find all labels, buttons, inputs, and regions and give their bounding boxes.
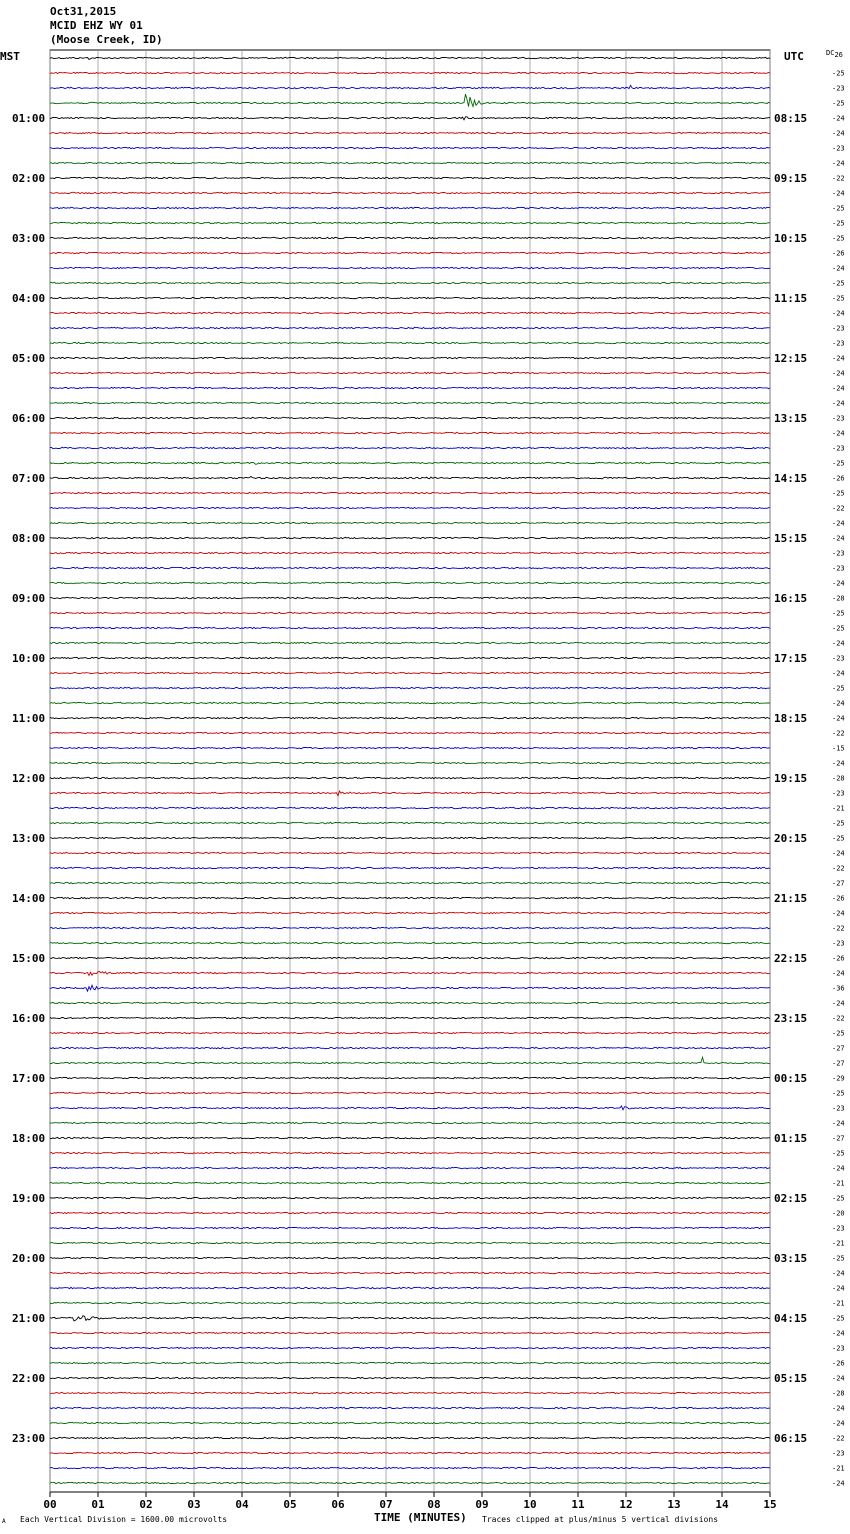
seismic-traces — [50, 57, 770, 1483]
left-hour-label: 09:00 — [12, 592, 46, 605]
right-hour-label: 02:15 — [774, 1192, 808, 1205]
dc-offset-value: -24 — [832, 519, 845, 528]
dc-offset-value: -28 — [832, 1389, 845, 1398]
trace-row — [50, 1257, 770, 1258]
dc-offset-value: -25 — [832, 459, 845, 468]
dc-offset-value: -25 — [832, 69, 845, 78]
dc-offset-value: -29 — [832, 1074, 845, 1083]
trace-row — [50, 417, 770, 418]
dc-offset-value: -23 — [832, 789, 845, 798]
dc-offset-value: -25 — [832, 624, 845, 633]
dc-offset-value: -27 — [832, 879, 845, 888]
left-hour-label: 14:00 — [12, 892, 46, 905]
trace-row — [50, 791, 770, 796]
x-tick-label: 06 — [331, 1498, 345, 1511]
dc-offset-value: -23 — [832, 1224, 845, 1233]
trace-row — [50, 1272, 770, 1273]
dc-offset-value: -24 — [832, 159, 845, 168]
left-hour-label: 08:00 — [12, 532, 46, 545]
dc-offset-value: -22 — [832, 1434, 845, 1443]
plot-frame — [50, 50, 770, 1492]
dc-offset-value: -23 — [832, 654, 845, 663]
trace-row — [50, 222, 770, 223]
dc-offset-value: -24 — [832, 999, 845, 1008]
x-tick-label: 04 — [235, 1498, 249, 1511]
right-hour-label: 17:15 — [774, 652, 808, 665]
trace-row — [50, 1452, 770, 1453]
x-tick-label: 08 — [427, 1498, 441, 1511]
left-hour-label: 03:00 — [12, 232, 46, 245]
trace-row — [50, 717, 770, 718]
dc-offset-value: -24 — [832, 579, 845, 588]
trace-row — [50, 822, 770, 823]
right-hour-label: 13:15 — [774, 412, 808, 425]
dc-offset-value: -22 — [832, 729, 845, 738]
dc-offset-value: -23 — [832, 939, 845, 948]
trace-row — [50, 732, 770, 733]
trace-row — [50, 1077, 770, 1078]
dc-offset-value: -25 — [832, 609, 845, 618]
dc-offset-value: -21 — [832, 1239, 845, 1248]
left-hour-label: 20:00 — [12, 1252, 46, 1265]
left-hour-label: 11:00 — [12, 712, 46, 725]
x-axis-title: TIME (MINUTES) — [374, 1511, 467, 1524]
right-hour-label: 10:15 — [774, 232, 808, 245]
dc-offset-value: -20 — [832, 1209, 845, 1218]
dc-offset-value: -24 — [832, 1419, 845, 1428]
dc-offset-value: -24 — [832, 969, 845, 978]
trace-row — [50, 357, 770, 358]
dc-offset-value: -25 — [832, 834, 845, 843]
trace-row — [50, 1047, 770, 1049]
trace-row — [50, 1422, 770, 1423]
dc-offset-value: -24 — [832, 1164, 845, 1173]
x-tick-label: 09 — [475, 1498, 489, 1511]
right-hour-label: 06:15 — [774, 1432, 808, 1445]
dc-offset-value: -24 — [832, 264, 845, 273]
dc-offset-value: -24 — [832, 1404, 845, 1413]
dc-offset-value: -24 — [832, 534, 845, 543]
dc-offset-value: -24 — [832, 759, 845, 768]
dc-offset-value: -26 — [832, 954, 845, 963]
left-hour-label: 22:00 — [12, 1372, 46, 1385]
trace-row — [50, 582, 770, 583]
trace-row — [50, 462, 770, 464]
trace-row — [50, 327, 770, 328]
trace-row — [50, 492, 770, 493]
dc-offset-value: -21 — [832, 804, 845, 813]
dc-offset-value: -24 — [832, 354, 845, 363]
trace-row — [50, 897, 770, 898]
trace-row — [50, 387, 770, 388]
right-hour-label: 08:15 — [774, 112, 808, 125]
trace-row — [50, 1332, 770, 1333]
trace-row — [50, 1167, 770, 1168]
trace-row — [50, 1392, 770, 1393]
dc-offset-value: -23 — [832, 549, 845, 558]
right-hour-label: 14:15 — [774, 472, 808, 485]
time-axis — [43, 1492, 776, 1511]
trace-row — [50, 117, 770, 120]
dc-offset-value: -23 — [832, 1449, 845, 1458]
left-hour-label: 16:00 — [12, 1012, 46, 1025]
right-hour-label: 03:15 — [774, 1252, 808, 1265]
left-hour-label: 05:00 — [12, 352, 46, 365]
trace-row — [50, 132, 770, 133]
dc-offset-value: -21 — [832, 1179, 845, 1188]
x-tick-label: 10 — [523, 1498, 537, 1511]
left-hour-label: 12:00 — [12, 772, 46, 785]
left-hour-label: 10:00 — [12, 652, 46, 665]
trace-row — [50, 597, 770, 598]
trace-row — [50, 1482, 770, 1483]
trace-row — [50, 972, 770, 976]
dc-offset-value: -25 — [832, 204, 845, 213]
dc-offset-value: -24 — [832, 1374, 845, 1383]
trace-row — [50, 342, 770, 343]
trace-row — [50, 1242, 770, 1243]
dc-offset-value: -22 — [832, 1014, 845, 1023]
left-hour-label: 18:00 — [12, 1132, 46, 1145]
left-hour-label: 07:00 — [12, 472, 46, 485]
right-hour-label: 18:15 — [774, 712, 808, 725]
right-hour-label: 22:15 — [774, 952, 808, 965]
trace-row — [50, 162, 770, 163]
trace-row — [50, 1302, 770, 1303]
dc-offset-value: -24 — [832, 1329, 845, 1338]
left-hour-label: 17:00 — [12, 1072, 46, 1085]
left-hour-label: 15:00 — [12, 952, 46, 965]
trace-row — [50, 1197, 770, 1198]
dc-offset-value: -21 — [832, 1464, 845, 1473]
right-hour-label: 00:15 — [774, 1072, 808, 1085]
dc-offset-value: -24 — [832, 669, 845, 678]
dc-offset-value: -23 — [832, 144, 845, 153]
dc-offset-value: -23 — [832, 444, 845, 453]
trace-row — [50, 642, 770, 643]
trace-row — [50, 1002, 770, 1003]
trace-row — [50, 957, 770, 958]
dc-offset-value: -25 — [832, 1089, 845, 1098]
x-tick-label: 15 — [763, 1498, 777, 1511]
right-hour-label: 09:15 — [774, 172, 808, 185]
x-tick-label: 07 — [379, 1498, 393, 1511]
trace-row — [50, 1227, 770, 1228]
right-hour-label: 23:15 — [774, 1012, 808, 1025]
dc-offset-value: -24 — [832, 1269, 845, 1278]
scale-note: Each Vertical Division = 1600.00 microvolts — [20, 1515, 228, 1524]
trace-row — [50, 402, 770, 403]
dc-offset-value: -24 — [832, 699, 845, 708]
dc-offset-value: -24 — [832, 639, 845, 648]
trace-row — [50, 476, 770, 479]
dc-column-label: DC26 — [826, 49, 843, 59]
trace-row — [50, 867, 770, 868]
time-gridlines — [50, 50, 770, 1492]
dc-offset-value: -22 — [832, 864, 845, 873]
trace-row — [50, 94, 770, 106]
dc-offset-value: -25 — [832, 99, 845, 108]
trace-row — [50, 85, 770, 88]
trace-row — [50, 567, 770, 568]
dc-offset-value: -24 — [832, 189, 845, 198]
dc-offset-value: -28 — [832, 774, 845, 783]
trace-row — [50, 147, 770, 148]
dc-offset-value: -24 — [832, 849, 845, 858]
trace-row — [50, 207, 770, 208]
left-hour-label: 23:00 — [12, 1432, 46, 1445]
x-tick-label: 13 — [667, 1498, 681, 1511]
dc-offset-value: -21 — [832, 1299, 845, 1308]
left-hour-label: 19:00 — [12, 1192, 46, 1205]
dc-offset-value: -23 — [832, 339, 845, 348]
trace-row — [50, 627, 770, 628]
trace-row — [50, 985, 770, 991]
x-tick-label: 03 — [187, 1498, 201, 1511]
header-station: MCID EHZ WY 01 — [50, 19, 143, 32]
left-hour-label: 06:00 — [12, 412, 46, 425]
dc-offset-value: -27 — [832, 1044, 845, 1053]
trace-row — [50, 807, 770, 809]
left-hour-label: 02:00 — [12, 172, 46, 185]
dc-offset-value: -24 — [832, 714, 845, 723]
right-hour-label: 20:15 — [774, 832, 808, 845]
dc-offset-value: -26 — [832, 1359, 845, 1368]
trace-row — [50, 1106, 770, 1110]
trace-row — [50, 1362, 770, 1363]
trace-row — [50, 1377, 770, 1378]
trace-row — [50, 1407, 770, 1408]
trace-row — [50, 1137, 770, 1138]
trace-row — [50, 1092, 770, 1093]
trace-row — [50, 267, 770, 268]
trace-row — [50, 57, 770, 59]
dc-offset-value: -25 — [832, 819, 845, 828]
dc-offset-value: -23 — [832, 1344, 845, 1353]
dc-offset-value: -25 — [832, 279, 845, 288]
trace-row — [50, 1467, 770, 1468]
trace-row — [50, 852, 770, 853]
trace-row — [50, 687, 770, 688]
dc-offset-value: -25 — [832, 684, 845, 693]
trace-row — [50, 1437, 770, 1438]
dc-offset-value: -25 — [832, 1314, 845, 1323]
right-timezone-label: UTC — [784, 50, 804, 63]
dc-offset-value: -26 — [832, 474, 845, 483]
trace-row — [50, 447, 770, 448]
header-location: (Moose Creek, ID) — [50, 33, 163, 46]
dc-offset-value: -23 — [832, 414, 845, 423]
trace-row — [50, 552, 770, 553]
dc-offset-value: -24 — [832, 429, 845, 438]
trace-row — [50, 1182, 770, 1183]
trace-row — [50, 177, 770, 178]
x-tick-label: 12 — [619, 1498, 633, 1511]
trace-row — [50, 432, 770, 433]
right-hour-label: 05:15 — [774, 1372, 808, 1385]
trace-row — [50, 1316, 770, 1321]
dc-offset-value: -24 — [832, 1479, 845, 1488]
trace-row — [50, 1212, 770, 1213]
right-hour-label: 19:15 — [774, 772, 808, 785]
trace-row — [50, 372, 770, 373]
trace-row — [50, 522, 770, 523]
x-tick-label: 00 — [43, 1498, 57, 1511]
trace-row — [50, 747, 770, 748]
trace-row — [50, 1287, 770, 1288]
trace-row — [50, 312, 770, 313]
trace-row — [50, 252, 770, 253]
trace-row — [50, 237, 770, 238]
trace-row — [50, 1152, 770, 1153]
dc-offset-value: -24 — [832, 384, 845, 393]
dc-offset-value: -15 — [832, 744, 845, 753]
right-hour-label: 12:15 — [774, 352, 808, 365]
trace-row — [50, 672, 770, 673]
dc-offset-value: -25 — [832, 219, 845, 228]
right-hour-label: 01:15 — [774, 1132, 808, 1145]
trace-row — [50, 762, 770, 763]
dc-offset-value: -36 — [832, 984, 845, 993]
trace-row — [50, 912, 770, 913]
left-hour-label: 13:00 — [12, 832, 46, 845]
left-hour-label: 04:00 — [12, 292, 46, 305]
dc-offset-value: -24 — [832, 114, 845, 123]
trace-row — [50, 927, 770, 928]
trace-row — [50, 837, 770, 838]
dc-offset-value: -24 — [832, 1284, 845, 1293]
dc-offset-value: -27 — [832, 1134, 845, 1143]
trace-row — [50, 297, 770, 298]
header-date: Oct31,2015 — [50, 5, 117, 18]
dc-offset-value: -23 — [832, 564, 845, 573]
right-hour-label: 21:15 — [774, 892, 808, 905]
dc-offset-value: -25 — [832, 1194, 845, 1203]
left-timezone-label: MST — [0, 50, 20, 63]
trace-row — [50, 942, 770, 943]
trace-row — [50, 507, 770, 508]
x-tick-label: 02 — [139, 1498, 153, 1511]
trace-row — [50, 1032, 770, 1033]
dc-offset-value: -24 — [832, 1119, 845, 1128]
trace-row — [50, 657, 770, 658]
dc-offset-value: -23 — [832, 1104, 845, 1113]
x-tick-label: 14 — [715, 1498, 729, 1511]
trace-row — [50, 1347, 770, 1348]
clip-note: Traces clipped at plus/minus 5 vertical divisions — [482, 1515, 719, 1524]
dc-offset-value: -24 — [832, 909, 845, 918]
dc-offset-value: -27 — [832, 1059, 845, 1068]
dc-offset-value: -24 — [832, 129, 845, 138]
right-hour-label: 16:15 — [774, 592, 808, 605]
dc-offset-value: -25 — [832, 234, 845, 243]
x-tick-label: 05 — [283, 1498, 297, 1511]
dc-offset-value: -22 — [832, 174, 845, 183]
trace-row — [50, 72, 770, 73]
dc-offset-value: -23 — [832, 324, 845, 333]
trace-row — [50, 537, 770, 538]
dc-offset-value: -26 — [832, 249, 845, 258]
dc-offset-value: -26 — [832, 894, 845, 903]
dc-offset-value: -25 — [832, 1029, 845, 1038]
dc-offset-value: -22 — [832, 924, 845, 933]
trace-row — [50, 1122, 770, 1123]
trace-row — [50, 282, 770, 283]
dc-offset-value: -23 — [832, 84, 845, 93]
trace-row — [50, 777, 770, 778]
trace-row — [50, 192, 770, 193]
footer-mark: A — [2, 1518, 6, 1525]
x-tick-label: 11 — [571, 1498, 585, 1511]
right-hour-label: 04:15 — [774, 1312, 808, 1325]
dc-offset-value: -25 — [832, 1149, 845, 1158]
dc-offset-value: -28 — [832, 594, 845, 603]
dc-offset-value: -25 — [832, 489, 845, 498]
dc-offset-value: -22 — [832, 504, 845, 513]
dc-offset-value: -25 — [832, 1254, 845, 1263]
trace-row — [50, 612, 770, 613]
dc-offset-value: -25 — [832, 294, 845, 303]
left-hour-label: 01:00 — [12, 112, 46, 125]
dc-offset-value: -24 — [832, 369, 845, 378]
trace-row — [50, 702, 770, 703]
x-tick-label: 01 — [91, 1498, 105, 1511]
dc-offset-value: -24 — [832, 309, 845, 318]
trace-row — [50, 1057, 770, 1063]
left-hour-label: 21:00 — [12, 1312, 46, 1325]
trace-row — [50, 1017, 770, 1018]
trace-row — [50, 882, 770, 883]
right-hour-label: 15:15 — [774, 532, 808, 545]
right-hour-label: 11:15 — [774, 292, 808, 305]
dc-offset-value: -24 — [832, 399, 845, 408]
